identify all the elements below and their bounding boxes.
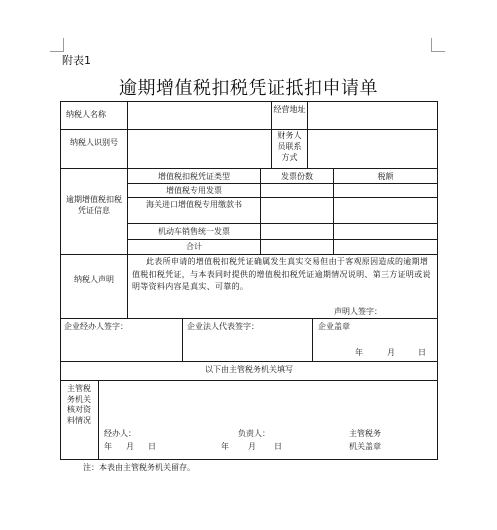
row-line bbox=[60, 361, 438, 362]
col-line bbox=[271, 101, 272, 168]
col-line bbox=[182, 318, 183, 361]
taxpayer-id-label: 纳税人识别号 bbox=[70, 138, 118, 147]
voucher-row-vehicle-invoice: 机动车销售统一发票 bbox=[158, 227, 230, 236]
voucher-row-total: 合计 bbox=[186, 242, 202, 251]
handler-signature-label: 企业经办人签字： bbox=[64, 322, 128, 331]
taxpayer-name-label: 纳税人名称 bbox=[66, 110, 106, 119]
crop-mark-top-left bbox=[50, 38, 64, 52]
seal-year: 年 bbox=[355, 348, 363, 357]
business-address-label: 经营地址 bbox=[273, 105, 306, 114]
voucher-row-vat-invoice: 增值税专用发票 bbox=[166, 186, 222, 195]
row-line bbox=[60, 254, 438, 255]
declaration-label: 纳税人声明 bbox=[74, 275, 114, 284]
voucher-row-customs-payment: 海关进口增值税专用缴款书 bbox=[146, 200, 242, 209]
seal-month: 月 bbox=[387, 348, 395, 357]
row-line bbox=[127, 183, 438, 184]
responsible-day: 日 bbox=[274, 442, 282, 451]
row-line bbox=[60, 380, 438, 381]
form-border-top bbox=[60, 101, 438, 102]
declaration-text: 此表所申请的增值税扣税凭证确属发生真实交易但由于客观原因造成的逾期增值税扣税凭证，与本表同时提供的增值税扣税凭证逾期情况说明、第三方证明或说明等资料内容是真实、可靠的。 bbox=[132, 257, 431, 291]
page-title: 逾期增值税扣税凭证抵扣申请单 bbox=[119, 78, 378, 99]
invoice-count-header: 发票份数 bbox=[281, 172, 313, 181]
finance-contact-label: 财务人员联系方式 bbox=[277, 131, 302, 162]
authority-section-header: 以下由主管税务机关填写 bbox=[205, 365, 293, 374]
tax-amount-header: 税额 bbox=[377, 172, 394, 181]
voucher-section-label: 逾期增值税扣税凭证信息 bbox=[66, 195, 122, 215]
col-line bbox=[307, 101, 308, 168]
row-line bbox=[60, 168, 438, 169]
authority-responsible-label: 负责人： bbox=[238, 429, 270, 438]
form-border-right bbox=[437, 101, 438, 460]
application-form bbox=[60, 101, 438, 460]
crop-mark-top-right bbox=[431, 38, 445, 52]
row-line bbox=[127, 223, 438, 224]
row-line bbox=[60, 318, 438, 319]
form-border-left bbox=[60, 101, 61, 460]
col-line bbox=[312, 318, 313, 361]
authority-org-line2: 机关盖章 bbox=[349, 442, 381, 451]
col-line bbox=[127, 101, 128, 168]
authority-review-label: 主管税务机关核对资料情况 bbox=[67, 384, 91, 425]
authority-handler-label: 经办人： bbox=[104, 429, 136, 438]
row-line bbox=[127, 239, 438, 240]
company-seal-label: 企业盖章 bbox=[318, 322, 350, 331]
handler-day: 日 bbox=[148, 442, 156, 451]
responsible-month: 月 bbox=[248, 442, 256, 451]
authority-org-line1: 主管税务 bbox=[349, 429, 381, 438]
col-line bbox=[127, 254, 128, 318]
form-border-bottom bbox=[60, 459, 438, 460]
voucher-type-header: 增值税扣税凭证类型 bbox=[158, 172, 230, 181]
footnote: 注：本表由主管税务机关留存。 bbox=[83, 463, 195, 472]
declarant-signature-label: 声明人签字： bbox=[334, 307, 382, 316]
attachment-label: 附表1 bbox=[62, 54, 91, 67]
seal-day: 日 bbox=[418, 348, 426, 357]
row-line bbox=[127, 197, 438, 198]
handler-year: 年 bbox=[104, 442, 112, 451]
row-line bbox=[60, 129, 438, 130]
col-line bbox=[98, 380, 99, 460]
handler-month: 月 bbox=[126, 442, 134, 451]
responsible-year: 年 bbox=[221, 442, 229, 451]
legal-rep-signature-label: 企业法人代表签字： bbox=[187, 322, 259, 331]
